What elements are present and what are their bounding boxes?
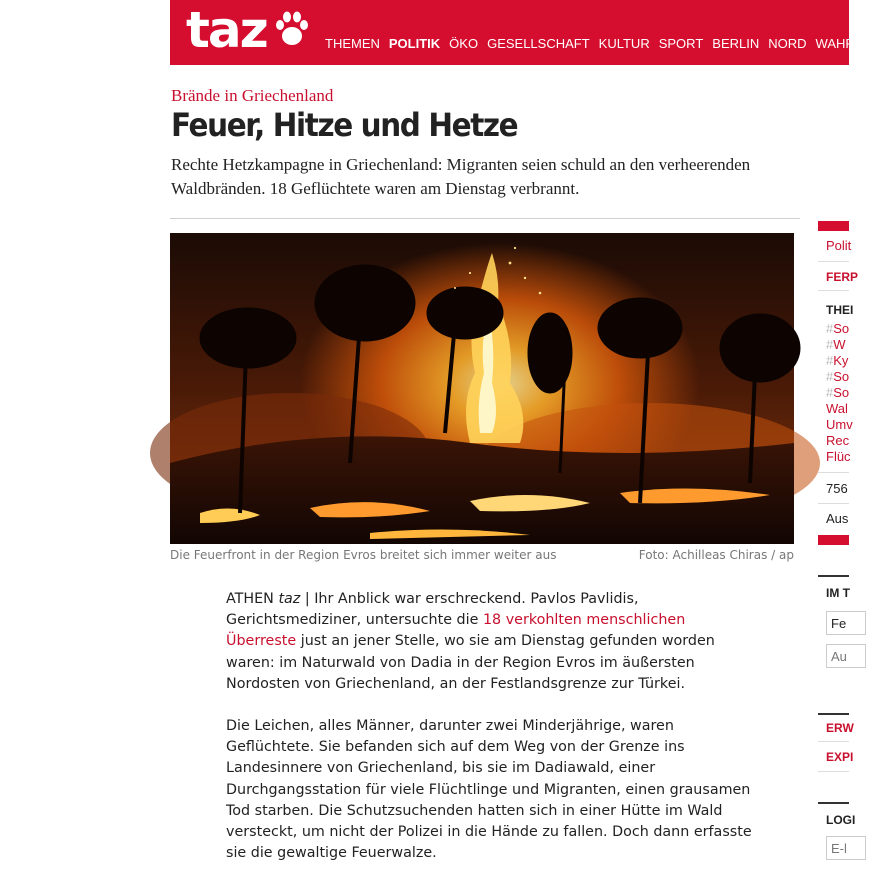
sidebar-red-bar	[818, 535, 849, 545]
nav-item-berlin[interactable]: BERLIN	[712, 36, 760, 51]
sidebar-divider	[818, 741, 849, 742]
sidebar-themes-label: THEI	[826, 303, 854, 317]
nav-item-themen[interactable]: THEMEN	[325, 36, 380, 51]
sidebar-im-label: IM T	[826, 586, 850, 600]
sidebar-divider	[818, 261, 849, 262]
sidebar-tag[interactable]: #W	[826, 337, 846, 352]
hero-image-forest-fire[interactable]	[170, 233, 794, 544]
nav-item-wahrheit[interactable]: WAHRHEIT	[815, 36, 885, 51]
sidebar-link[interactable]: Wal	[826, 401, 848, 416]
sidebar-login-label: LOGI	[826, 813, 856, 827]
nav-item-sport[interactable]: SPORT	[658, 36, 704, 51]
taz-logo[interactable]: taz	[186, 1, 267, 59]
nav-item-kultur[interactable]: KULTUR	[598, 36, 650, 51]
paragraph-1-text-a: | Ihr Anblick war erschreckend. Pavlos Pavlidis, Gerichtsmediziner, untersuchte die	[226, 591, 639, 629]
sidebar-item-politik[interactable]: Polit	[826, 238, 852, 253]
sidebar-divider	[818, 503, 849, 504]
sidebar-divider	[818, 771, 849, 772]
article-kicker: Brände in Griechenland	[171, 86, 334, 105]
sidebar-tag[interactable]: #So	[826, 385, 850, 400]
nav-item-nord[interactable]: NORD	[768, 36, 807, 51]
sidebar-section-rule	[818, 802, 849, 804]
inline-link-remains[interactable]: 18 verkohlten menschlichen Überreste	[226, 612, 686, 650]
sidebar-input[interactable]: Fe	[826, 611, 866, 635]
sidebar-aus[interactable]: Aus	[826, 511, 849, 526]
sidebar-section-rule	[818, 713, 849, 715]
dateline-source: taz	[278, 591, 301, 607]
sidebar-count: 756	[826, 481, 848, 496]
image-caption-row	[170, 548, 794, 564]
paragraph-1-text-b: just an jener Stelle, wo sie am Dienstag gefunden worden waren: im Naturwald von Dadia in der Region Evros im äußersten Nordosten von Griechenland, an der Festlandsgrenze zur Türkei.	[226, 633, 715, 692]
nav-item-politik[interactable]: POLITIK	[388, 36, 441, 51]
sidebar-link[interactable]: Rec	[826, 433, 850, 448]
nav-item-oeko[interactable]: ÖKO	[449, 36, 479, 51]
sidebar-tag[interactable]: #Ky	[826, 353, 849, 368]
sidebar-link[interactable]: Flüc	[826, 449, 851, 464]
dateline: ATHEN	[226, 591, 274, 607]
sidebar-erw[interactable]: ERW	[826, 721, 854, 735]
nav-item-gesellschaft[interactable]: GESELLSCHAFT	[487, 36, 590, 51]
article-teaser: Rechte Hetzkampagne in Griechenland: Migranten seien schuld an den verheerenden Waldbränden. 18 Geflüchtete waren am Dienstag verbrannt.	[171, 155, 751, 198]
sidebar-tag[interactable]: #So	[826, 321, 850, 336]
sidebar-link[interactable]: Umv	[826, 417, 853, 432]
article-body	[226, 589, 756, 885]
sidebar-tag[interactable]: #So	[826, 369, 850, 384]
sidebar-item-ferp[interactable]: FERP	[826, 270, 859, 284]
sidebar-red-bar	[818, 221, 849, 231]
divider	[170, 218, 800, 219]
main-nav	[325, 36, 893, 52]
article-headline: Feuer, Hitze und Hetze	[171, 106, 518, 144]
image-caption: Die Feuerfront in der Region Evros breitet sich immer weiter aus	[170, 548, 557, 562]
paragraph-1	[226, 589, 756, 695]
sidebar-select[interactable]: Au	[826, 644, 866, 668]
sidebar-divider	[818, 472, 849, 473]
paw-logo-icon	[274, 10, 310, 48]
image-credit: Foto: Achilleas Chiras / ap	[638, 548, 794, 562]
paragraph-2: Die Leichen, alles Männer, darunter zwei Minderjährige, waren Geflüchtete. Sie befanden sich auf dem Weg von der Grenze ins Landesinnere von Griechenland, bis sie im Dadiawald, einer Durchgangsstation für viele Flüchtlinge und Migranten, einen grausamen Tod starben. Die Schutzsuchenden hatten sich in einer Hütte im Wald versteckt, um nicht der Polizei in die Hände zu fallen. Doch dann erfasste sie die gewaltige Feuerwalze.	[226, 718, 752, 862]
masthead	[170, 0, 885, 65]
sidebar-section-rule	[818, 575, 849, 577]
sidebar-divider	[818, 290, 849, 291]
email-field[interactable]: E-l	[826, 836, 866, 860]
sidebar-expi[interactable]: EXPI	[826, 750, 854, 764]
